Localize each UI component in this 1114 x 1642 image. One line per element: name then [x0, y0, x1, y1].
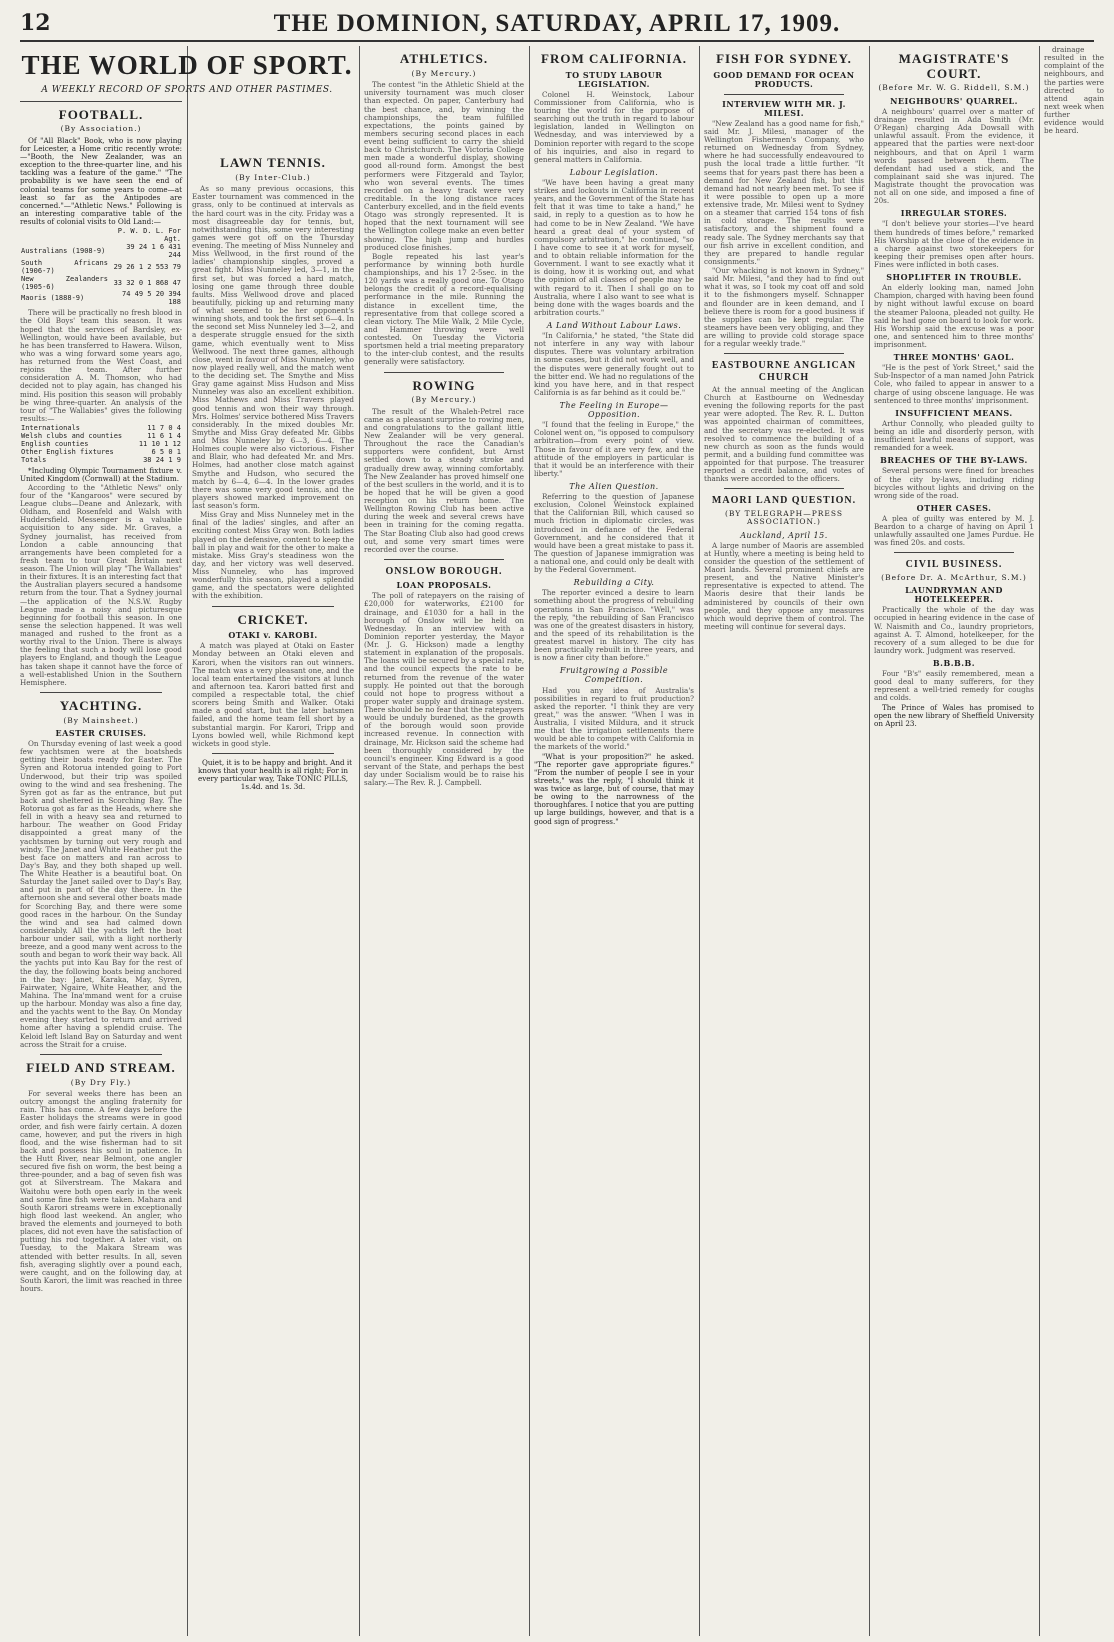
table-note: *Including Olympic Tournament fixture v. United Kingdom (Cornwall) at the Stadium. [20, 465, 182, 483]
field-byline: (By Dry Fly.) [70, 1077, 132, 1087]
divider [724, 94, 844, 95]
divider [724, 488, 844, 489]
table-row: English counties 11 10 1 12 [21, 439, 181, 448]
table-row: Maoris (1888-9) 74 49 5 20 394 188 [21, 290, 181, 307]
column-rule [869, 46, 870, 1636]
maori-byline: (BY TELEGRAPH—PRESS ASSOCIATION.) [724, 508, 844, 527]
body-text: "Our whacking is not known in Sydney," said Mr. Milesi, "and they had to find out what it was, so I took my coat off and sold it to the fishmongers myself. Schnapper and flounder are in keen demand, and I believe there is room for a good business if the supplies can be kept regular. The steamers have been very obliging, and they are willing to provide cold storage space for a regular weekly trade." [704, 266, 864, 349]
california-sub1: TO STUDY LABOUR LEGISLATION. [565, 69, 663, 89]
onslow-heading: ONSLOW BOROUGH. [385, 565, 503, 577]
column-rule [1039, 46, 1040, 1636]
civil-sub: LAUNDRYMAN AND HOTELKEEPER. [905, 585, 1003, 605]
advertisement-line: Quiet, it is to be happy and bright. And it knows that your health is all right; For in every particular way, Take TONIC PILLS, 1s.4d. and 1s. 3d. [197, 757, 353, 792]
body-text: As so many previous occasions, this Easter tournament was commenced in the grass, only to be continued at intervals as the hard court was in the city. Friday was a most disagreeable day for tennis, but, notwithstanding this, some very interesting games were got off on the Thursday evening. The meeting of Miss Nunneley and Miss Wellwood, in the first round of the ladies' championship singles, proved a great fight. Miss Nunneley led, 3—1, in the first set, but was forced a hard match, losing one game through three double faults. Miss Wellwood drove and placed beautifully, picking up and returning many of what seemed to be her opponent's winning shots, and took the first set 6—4. In the second set Miss Nunneley led 3—2, and a desperate struggle ensued for the sixth game, which eventually went to Miss Wellwood. The next three games, although close, went in favour of Miss Nunneley, who now played really well, and the match went to the deciding set. The Smythe and Miss Gray game against Miss Hudson and Miss Nunneley was also an excellent exhibition. Miss Mathews and Miss Travers played good tennis and won their way through. Mrs. Holmes' service bothered Miss Travers considerably. In the mixed doubles Mr. Smythe and Miss Gray defeated Mr. Gibbs and Miss Nunneley by 6—3, 6—4. The Holmes couple were also victorious. Fisher and Blair, who had defeated Mr. and Mrs. Holmes, had another close match against Smythe and Hudson, who secured the match by 6—4, 6—4. In the lower grades there was some very good tennis, and the players showed marked improvement on last season's form. [192, 184, 354, 511]
table-header: P. W. D. L. For Agt. [117, 227, 181, 244]
body-text: The poll of ratepayers on the raising of £20,000 for waterworks, £2100 for drainage, and £1030 for a hall in the borough of Onslow will be held on Wednesday. In an interview with a Dominion reporter yesterday, the Mayor (Mr. J. G. Hickson) made a lengthy statement in explanation of the proposals. The loans will be secured by a special rate, and the council expects the rate to be returned from the revenue of the water supply. He pointed out that the borough could not hope to progress without a proper water supply and drainage system. There should be no fear that the ratepayers would be unduly burdened, as the growth of the borough would soon provide increased revenue. In connection with drainage, Mr. Hickson said the scheme had been thoroughly considered by the council's engineer. King Edward is a good servant of the State, and perhaps the best day under Socialism would be to raise his salary.—The Rev. R. J. Campbell. [364, 591, 524, 788]
masthead-rule [20, 40, 1094, 42]
body-text: A match was played at Otaki on Easter Monday between an Otaki eleven and Karori, when the visitors ran out winners. The match was a very pleasant one, and the local team entertained the visitors at lunch and afternoon tea. Karori batted first and compiled a respectable total, the chief scorers being Smith and Walker. Otaki made a good start, but the later batsmen failed, and the home team fell short by a substantial margin. For Karori, Tripp and Lyons bowled well, while Richmond kept wickets in good style. [192, 641, 354, 748]
body-text: "New Zealand has a good name for fish," said Mr. J. Milesi, manager of the Wellington Fishermen's Company, who returned on Wednesday from Sydney, where he had successfully endeavoured to push the local trade a little further. "It seems that for years past there has been a demand for New Zealand fish, but this demand had not nearly been met. To see if it were possible to open up a more extensive trade, Mr. Milesi went to Sydney on a steamer that carried 154 tons of fish in cold storage. The results were satisfactory, and the shipment found a ready sale. The Sydney merchants say that our fish arrive in excellent condition, and they are prepared to handle regular consignments." [704, 118, 864, 266]
rowing-heading: ROWING [412, 377, 476, 393]
fish-sub1: GOOD DEMAND FOR OCEAN PRODUCTS. [713, 69, 855, 89]
body-text: The reporter evinced a desire to learn something about the progress of rebuilding operations in San Francisco. "Well," was the reply, "the rebuilding of San Francisco was one of the greatest disasters in history, and the speed of its rehabilitation is the greatest marvel in history. The city has been practically rebuilt in three years, and is now a finer city than before." [534, 588, 694, 663]
column-partial [1044, 46, 1104, 1636]
court-section-heading: NEIGHBOURS' QUARREL. [890, 95, 1018, 106]
anglican-heading: EASTBOURNE ANGLICAN CHURCH [711, 360, 857, 383]
column-rule [359, 46, 360, 1636]
football-intro: Of "All Black" Book, who is now playing for Leicester, a Home critic recently wrote:—"Booth, the New Zealander, was an exception to the three-quarter line, and his tackling was a feature of the game." "The probability is we have seen the end of colonial teams for some years to come—at least so far as the Antipodes are concerned."—"Athletic News." Following is an interesting comparative table of the results of colonial visits to Old Land:— [20, 135, 182, 227]
onslow-sub: LOAN PROPOSALS. [396, 580, 492, 591]
body-text: Miss Gray and Miss Nunneley met in the final of the ladies' singles, and after an exciting contest Miss Gray won. Both ladies played on the defensive, content to keep the ball in play and wait for the other to make a mistake. Miss Gray's steadiness won the day, and her victory was well deserved. Miss Nunneley, who has improved wonderfully this season, played a splendid game, and the spectators were delighted with the exhibition. [192, 510, 354, 601]
court-section-heading: INSUFFICIENT MEANS. [895, 407, 1013, 418]
world-of-sport-subtitle: A WEEKLY RECORD OF SPORTS AND OTHER PASTIMES. [41, 84, 333, 95]
california-heading: FROM CALIFORNIA. [541, 51, 687, 66]
column-magistrate [874, 46, 1034, 1636]
court-section-heading: THREE MONTHS' GAOL. [893, 352, 1015, 363]
divider [20, 101, 182, 102]
california-sub7: Fruitgrowing a Possible Competition. [559, 666, 669, 685]
maori-dateline: Auckland, April 15. [740, 530, 828, 540]
divider [894, 552, 1014, 553]
body-text: Bogle repeated his last year's performance by winning both hurdle championships, and his 17 2-5sec. in the 120 yards was a really good one. To Otago belongs the credit of a record-equalising performance in the mile. Running the distance in excellent time, the representative from that college scored a clean victory. The Mile Walk, 2 Mile Cycle, and Hammer throwing were well contested. On Tuesday the Victoria sportsmen held a trial meeting preparatory to the inter-club contest, and the results generally were satisfactory. [364, 251, 524, 367]
divider [724, 353, 844, 354]
lawn-tennis-heading: LAWN TENNIS. [220, 155, 326, 170]
body-text: The result of the Whaleh-Petrel race came as a pleasant surprise to rowing men, and congratulations to the gallant little New Zealander will be very general. Throughout the race the Canadian's supporters were confident, but Arnst settled down to a steady stroke and gradually drew away, winning comfortably. The New Zealander has proved himself one of the best scullers in the world, and it is to be hoped that he will be given a good reception on his return home. The Wellington Rowing Club has been active during the week and several crews have been in training for the coming regatta. The Star Boating Club also had good crews out, and some very smart times were recorded over the course. [364, 406, 524, 554]
magistrate-heading: MAGISTRATE'S COURT. [898, 51, 1010, 81]
closing-note: The Prince of Wales has promised to open the new library of Sheffield University on April 23. [874, 702, 1034, 728]
civil-heading: CIVIL BUSINESS. [905, 559, 1003, 571]
table-row: South Africans (1906-7) 29 26 1 2 553 79 [21, 258, 181, 275]
masthead [20, 10, 1094, 38]
column-rule [529, 46, 530, 1636]
table-row: Other English fixtures 6 5 0 1 [21, 447, 181, 456]
body-text: For several weeks there has been an outcry amongst the angling fraternity for rain. This has come. A few days before the Easter holidays the streams were in good order, and fish were fairly certain. A dozen came, however, and put the rivers in high flood, and the wise fisherman had to sit back and possess his soul in patience. In the Hutt River, near Belmont, one angler secured five fish on worm, the best being a three-pounder, and a bag of seven fish was got at Silverstream. The Makara and Waitohu were both open early in the week and some fine fish were taken. Mahara and South Karori streams were in exceptionally high flood last weekend. An angler, who braved the elements and journeyed to both places, did not even have the satisfaction of putting his rod together. A later visit, on Tuesday, to the Makara Stream was attended with better results. In all, seven fish, averaging slightly over a pound each, were caught, and on the following day, at South Karori, the limit was reached in three hours. [20, 1089, 182, 1293]
magistrate-byline: (Before Mr. W. G. Riddell, S.M.) [878, 83, 1030, 93]
body-text: At the annual meeting of the Anglican Church at Eastbourne on Wednesday evening the following reports for the past year were adopted. The Rev. R. L. Dutton was appointed chairman of committees, and the secretary was re-elected. It was resolved to commence the building of a new church as soon as the funds would permit, and a building fund committee was appointed for that purpose. The treasurer reported a credit balance, and votes of thanks were accorded to the officers. [704, 384, 864, 484]
bbbb-heading: B.B.B.B. [932, 658, 976, 669]
athletics-byline: (By Mercury.) [411, 68, 477, 78]
table-row: New Zealanders (1905-6) 33 32 0 1 868 47 [21, 274, 181, 291]
body-text: A plea of guilty was entered by M. J. Beardon to a charge of having on April 1 unlawfully assaulted one James Purdue. He was fined 20s. and costs. [874, 513, 1034, 548]
body-text: According to the "Athletic News" only four of the "Kangaroos" were secured by League clubs—Deane and Anlezark, with Oldham, and Rosenfeld and Walsh with Huddersfield. Messenger is a valuable acquisition to any side. Mr. Graves, a Sydney journalist, has received from London a cable announcing that arrangements have been completed for a fresh team to tour Great Britain next season. The Union will play "The Wallabies" in their fixtures. It is an interesting fact that the Australian players secured a handsome return from the tour. That a Sydney journal—the application of the N.S.W. Rugby League made a noisy and picturesque beginning for football this season. In one sense the selection happened. It was well managed and rushed to the front as a worthy rival to the Union. There is always the feeling that such a body will lose good players to England, and though the League has taken shape it cannot have the force of a well-established Union in the Southern Hemisphere. [20, 482, 182, 687]
column-tennis [192, 150, 354, 1636]
fish-sub2: INTERVIEW WITH MR. J. MILESI. [722, 98, 846, 118]
world-of-sport-title: THE WORLD OF SPORT. [21, 50, 353, 80]
tour-results-table [20, 228, 182, 307]
football-byline: (By Association.) [60, 124, 142, 134]
body-text: "I found that the feeling in Europe," the Colonel went on, "is opposed to compulsory arbitration—from every point of view. Those in favour of it are very few, and the attitude of the employers in particular is that it would be an interference with their liberty." [534, 420, 694, 478]
civil-byline: (Before Dr. A. McArthur, S.M.) [881, 572, 1027, 582]
california-sub3: A Land Without Labour Laws. [546, 321, 682, 331]
athletics-heading: ATHLETICS. [399, 51, 489, 66]
court-section-heading: OTHER CASES. [916, 502, 992, 513]
california-sub6: Rebuilding a City. [573, 578, 655, 588]
table-row: Australians (1908-9) 39 24 1 6 431 244 [21, 243, 181, 259]
california-sub4: The Feeling in Europe—Opposition. [559, 401, 669, 420]
body-text: Had you any idea of Australia's possibilities in regard to fruit production? asked the reporter. "I think they are very great," was the answer. "When I was in Australia, I visited Mildura, and it struck me that the irrigation settlements there would be able to compete with California in the markets of the world." [534, 685, 694, 752]
body-text: There will be practically no fresh blood in the Old Boys' team this season. It was hoped that the services of Bardsley, ex-Wellington, would have been available, but he has been transferred to Hawera. Wilson, who was a wing forward some years ago, has returned from the West Coast, and rejoins the team. After further consideration A. M. Thomson, who had decided not to play again, has changed his mind. His position this season will probably be wing three-quarter. An analysis of the tour of "The Wallabies" gives the following results:— [20, 308, 182, 423]
divider [212, 753, 334, 754]
body-text: A neighbours' quarrel over a matter of drainage resulted in Ada Smith (Mr. O'Regan) charging Ada Dowsall with unlawful assault. From the evidence, it appeared that the parties were next-door neighbours, and that on April 1 warm words passed between them. The defendant had used a stick, and the complainant said she was injured. The Magistrate thought the provocation was not all on one side, and imposed a fine of 20s. [874, 106, 1034, 206]
body-text: Four "B's" easily remembered, mean a good deal to many sufferers, for they represent a well-tried remedy for coughs and colds. [874, 669, 1034, 703]
yachting-heading: YACHTING. [59, 697, 143, 713]
maori-heading: MAORI LAND QUESTION. [711, 495, 857, 507]
body-text: Arthur Connolly, who pleaded guilty to being an idle and disorderly person, with insufficient lawful means of support, was remanded for a week. [874, 418, 1034, 453]
table-row: Totals 38 24 1 9 [21, 455, 181, 464]
divider [40, 1054, 162, 1055]
rowing-byline: (By Mercury.) [411, 395, 477, 405]
column-california [534, 46, 694, 1636]
body-text: The contest "in the Athletic Shield at the university tournament was much closer than expected. On paper, Canterbury had the best chance, and, by winning the championships, the team fulfilled expectations, the points gained by members securing second places in each event being sufficient to carry the shield back to Christchurch. The Victoria College men made a wonderful display, showing good all-round form. Amongst the best performers were Fitzgerald and Taylor, who won several events. The times recorded on a heavy track were very creditable. In the long distance races Canterbury excelled, and in the field events Otago was strongly represented. It is hoped that the next tournament will see the Wellington college make an even better showing. The high jump and hurdles produced close finishes. [364, 80, 524, 252]
court-section-heading: IRREGULAR STORES. [900, 208, 1008, 219]
wallabies-table [20, 425, 182, 465]
divider [212, 606, 334, 607]
body-text: Referring to the question of Japanese exclusion, Colonel Weinstock explained that the Californian Bill, which caused so much friction in diplomatic circles, was introduced in defiance of the Federal Government, and he considered that it would have been a great mistake to pass it. The question of Japanese immigration was a national one, and could only be dealt with by the Federal Government. [534, 492, 694, 575]
body-text: drainage resulted in the complaint of the neighbours, and the parties were directed to attend again next week when further evidence would be heard. [1044, 45, 1104, 136]
court-section-heading: BREACHES OF THE BY-LAWS. [880, 455, 1028, 466]
yachting-byline: (By Mainsheet.) [63, 715, 139, 725]
divider [40, 692, 162, 693]
column-athletics [364, 46, 524, 1636]
body-text: A large number of Maoris are assembled at Huntly, where a meeting is being held to consider the question of the settlement of Maori lands. Several prominent chiefs are present, and the Native Minister's representative is expected to attend. The Maoris desire that their lands be administered by councils of their own people, and they oppose any measures which would deprive them of control. The meeting will continue for several days. [704, 540, 864, 631]
table-row: Welsh clubs and counties 11 6 1 4 [21, 431, 181, 440]
body-text: "He is the pest of York Street," said the Sub-Inspector of a man named John Patrick Cole, who failed to appear in answer to a charge of using obscene language. He was sentenced to three months' imprisonment. [874, 363, 1034, 405]
body-text: An elderly looking man, named John Champion, charged with having been found by night without lawful excuse on board the steamer Paloona, pleaded not guilty. He said he had gone on board to look for work. His Worship said the excuse was a poor one, and sentenced him to three months' imprisonment. [874, 283, 1034, 350]
yachting-sub: EASTER CRUISES. [55, 728, 147, 739]
body-text: Several persons were fined for breaches of the city by-laws, including riding bicycles without lights and driving on the wrong side of the road. [874, 466, 1034, 500]
california-sub5: The Alien Question. [569, 482, 659, 491]
body-text: Colonel H. Weinstock, Labour Commissioner from California, who is touring the world for the purpose of searching out the truth in regard to labour legislation, landed in Wellington on Wednesday, and was interviewed by a Dominion reporter with regard to the scope of his inquiries, and also in regard to general matters in California. [534, 89, 694, 164]
california-closing: "What is your proposition?" he asked. "The reporter gave appropriate figures." "From the number of people I see in your streets," was the reply, "I should think it was twice as large, but of course, that may be owing to the narrowness of the thoroughfares. I notice that you are putting up large buildings, however, and that is a good sign of progress." [534, 751, 694, 826]
football-heading: FOOTBALL. [58, 106, 144, 122]
body-text: "I don't believe your stories—I've heard them hundreds of times before," remarked His Worship at the close of the evidence in a charge against two storekeepers for keeping their premises open after hours. Fines were inflicted in both cases. [874, 219, 1034, 270]
field-heading: FIELD AND STREAM. [26, 1059, 176, 1075]
body-text: "In California," he stated, "the State did not interfere in any way with labour disputes. There was voluntary arbitration in some cases, but it did not work well, and the disputes were generally fought out to the bitter end. We had no regulations of the kind you have here, and in that respect California is as far behind as it could be." [534, 331, 694, 397]
body-text: Practically the whole of the day was occupied in hearing evidence in the case of W. Naismith and Co., laundry proprietors, against A. T. Almond, hotelkeeper, for the recovery of a sum alleged to be due for laundry work. Judgment was reserved. [874, 605, 1034, 655]
column-rule [187, 46, 188, 1636]
divider [384, 372, 504, 373]
body-text: "We have been having a great many strikes and lockouts in California in recent years, and the Government of the State has felt that it was time to take a hand," he said, in reply to a question as to how he had come to be in New Zealand. "We have heard a great deal of your system of compulsory arbitration," he continued, "so I have come to see it at work for myself, and to obtain reliable information for the Government. I want to see exactly what it is doing, how it is working out, and what the opinion of all classes of people may be with regard to it. Then I shall go on to Australia, where I also want to see what is being done with the wages boards and the arbitration courts." [534, 177, 694, 317]
fish-heading: FISH FOR SYDNEY. [716, 51, 852, 66]
divider [384, 559, 504, 560]
cricket-heading: CRICKET. [237, 611, 309, 627]
cricket-sub: OTAKI v. KAROBI. [228, 630, 318, 641]
newspaper-title: THE DOMINION, SATURDAY, APRIL 17, 1909. [273, 10, 841, 37]
body-text: On Thursday evening of last week a good few yachtsmen were at the boatsheds getting their boats ready for Easter. The Syren and Rotorua intended going to Port Underwood, but their trip was spoiled owing to the wind and sea freshening. The Syren got as far as the entrance, but put back and sheltered in Scorching Bay. The Rotorua got as far as the Heads, where she fell in with a heavy sea and returned to harbour. The weather on Good Friday disappointed a great many of the yachtsmen by turning out very rough and windy. The Janet and White Heather put the best face on matters and ran across to Day's Bay, and they both shaped up well. The White Heather is a beautiful boat. On Saturday the Janet sailed over to Day's Bay, and put in part of the day there. In the afternoon she and several other boats made for Scorching Bay, and there were some good races in the harbour. On the Sunday the wind and sea had calmed down considerably. All the yachts left the boat harbour under sail, with a light northerly breeze, and a good many went across to the south and began to work their way back. All the yachts put into Kau Bay for the rest of the day, the following boats being anchored in the bay: Janet, Karaka, May, Syren, Fairwater, Ngaire, White Heather, and the Mahina. The Ina'mmand went for a cruise up the harbour. Monday was also a fine day, and the yachts went to the Bay. On Monday evening they started to return and arrived home after having a splendid cruise. The Keloid left Island Bay on Saturday and went across the Strait for a cruise. [20, 739, 182, 1049]
table-row: Internationals 11 7 0 4 [21, 424, 181, 432]
page-number: 12 [20, 10, 51, 36]
california-sub2: Labour Legislation. [569, 167, 659, 177]
column-rule [699, 46, 700, 1636]
column-fish [704, 46, 864, 1636]
court-section-heading: SHOPLIFTER IN TROUBLE. [886, 272, 1022, 283]
lawn-tennis-byline: (By Inter-Club.) [235, 172, 311, 182]
